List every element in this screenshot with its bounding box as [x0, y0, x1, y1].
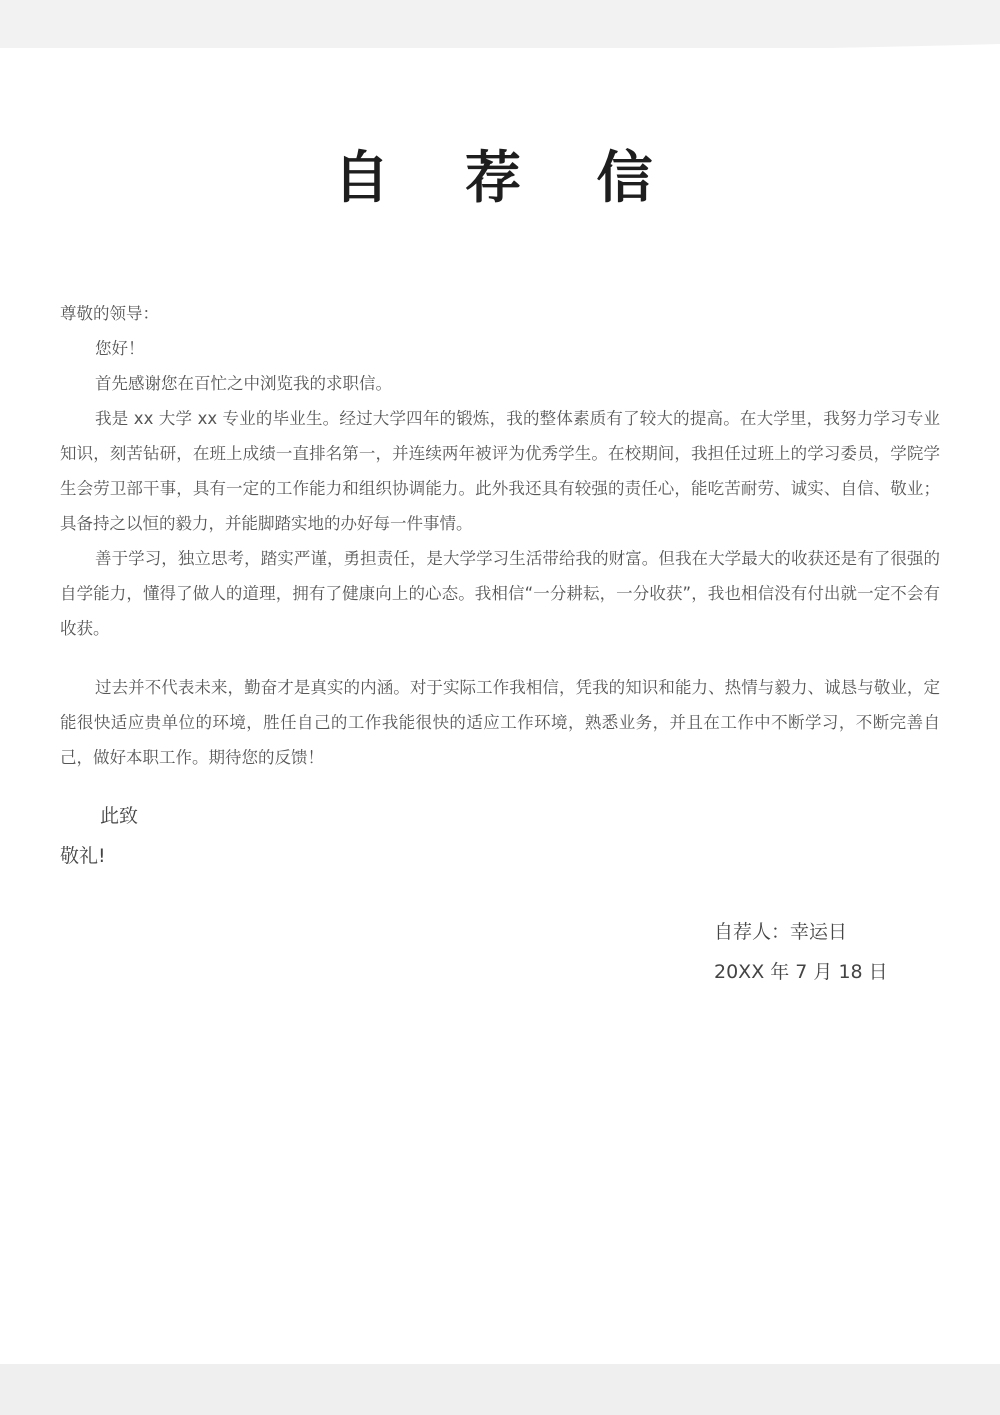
closing-line-2: 敬礼!	[60, 845, 106, 867]
paragraph-4: 过去并不代表未来，勤奋才是真实的内涵。对于实际工作我相信，凭我的知识和能力、热情与毅力、诚恳与敬业，定能很快适应贵单位的环境，胜任自己的工作我能很快的适应工作环境，熟悉业务，并且在工作中不断学习，不断完善自己，做好本职工作。期待您的反馈！	[60, 678, 940, 767]
salutation: 尊敬的领导：	[60, 304, 159, 323]
paragraph-3: 善于学习，独立思考，踏实严谨，勇担责任，是大学学习生活带给我的财富。但我在大学最大的收获还是有了很强的自学能力，懂得了做人的道理，拥有了健康向上的心态。我相信“一分耕耘，一分收获”，我也相信没有付出就一定不会有收获。	[60, 549, 940, 638]
signature-block	[714, 912, 888, 992]
page-bottom-band	[0, 1364, 1000, 1415]
letter-body	[60, 296, 940, 775]
signer-name: 自荐人：幸运日	[714, 921, 848, 943]
letter-date: 20XX 年 7 月 18 日	[714, 961, 888, 983]
page-top-curve	[0, 30, 1000, 70]
closing-block	[60, 796, 138, 876]
closing-line-1: 此致	[100, 805, 139, 827]
greeting: 您好！	[95, 339, 145, 358]
paragraph-1: 首先感谢您在百忙之中浏览我的求职信。	[95, 374, 392, 393]
paragraph-2: 我是 xx 大学 xx 专业的毕业生。经过大学四年的锻炼，我的整体素质有了较大的提高。在大学里，我努力学习专业知识，刻苦钻研，在班上成绩一直排名第一，并连续两年被评为优秀学生。在校期间，我担任过班上的学习委员，学院学生会劳卫部干事，具有一定的工作能力和组织协调能力。此外我还具有较强的责任心，能吃苦耐劳、诚实、自信、敬业；具备持之以恒的毅力，并能脚踏实地的办好每一件事情。	[60, 409, 940, 533]
letter-title: 自 荐 信	[333, 145, 681, 211]
